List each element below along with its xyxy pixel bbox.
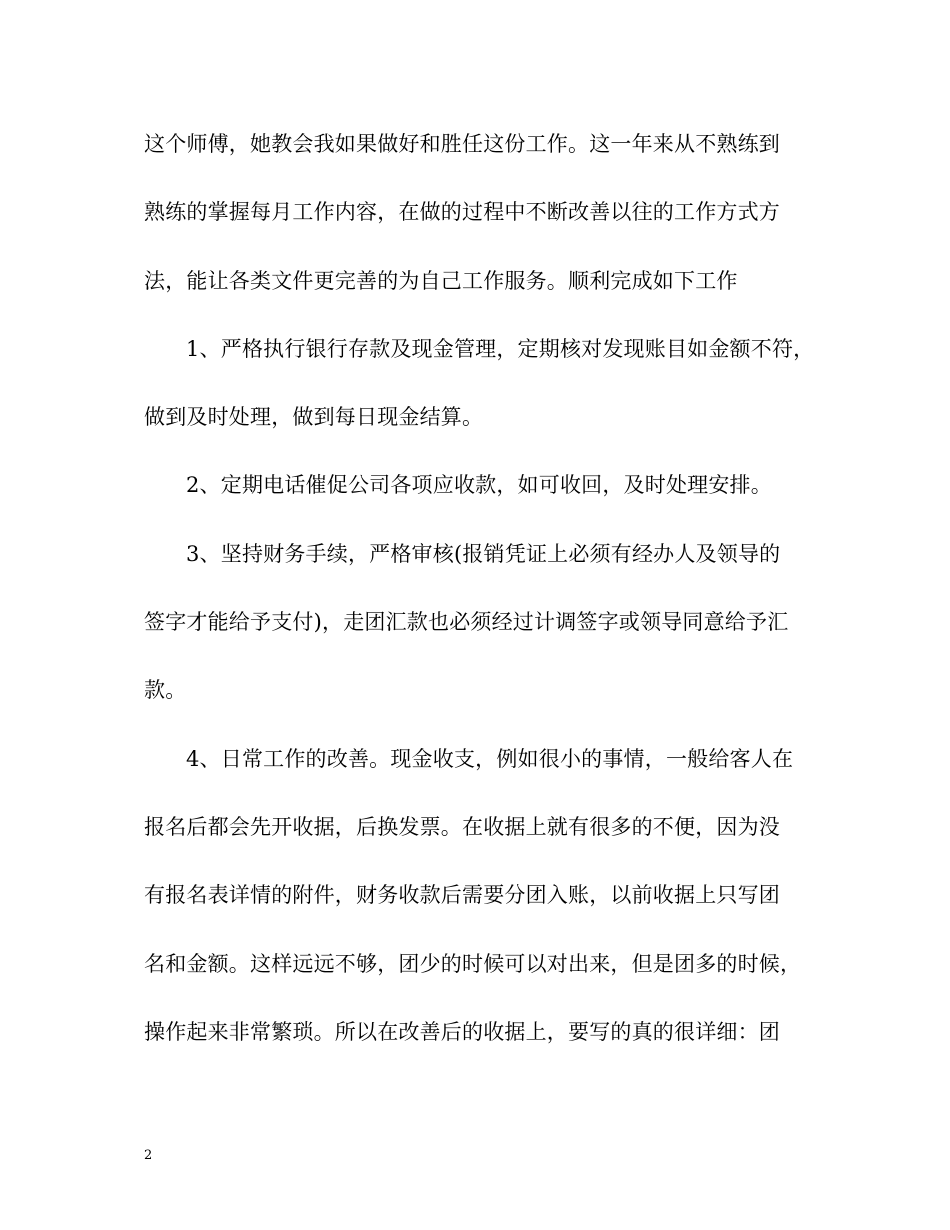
text-line: 做到及时处理，做到每日现金结算。	[144, 405, 484, 430]
list-item-2: 2、定期电话催促公司各项应收款，如可收回，及时处理安排。	[186, 473, 772, 498]
text-line: 有报名表详情的附件，财务收款后需要分团入账，以前收据上只写团	[144, 883, 780, 908]
text-line: 熟练的掌握每月工作内容，在做的过程中不断改善以往的工作方式方	[144, 200, 780, 225]
text-line: 报名后都会先开收据，后换发票。在收据上就有很多的不便，因为没	[144, 814, 780, 839]
list-item-3: 3、坚持财务手续，严格审核(报销凭证上必须有经办人及领导的	[186, 541, 781, 566]
list-item-1: 1、严格执行银行存款及现金管理，定期核对发现账目如金额不符，	[186, 336, 815, 361]
text-line: 这个师傅，她教会我如果做好和胜任这份工作。这一年来从不熟练到	[144, 132, 780, 156]
document-body	[144, 126, 834, 1082]
text-line: 款。	[144, 678, 187, 703]
text-line: 操作起来非常繁琐。所以在改善后的收据上，要写的真的很详细：团	[144, 1019, 780, 1044]
text-line: 名和金额。这样远远不够，团少的时候可以对出来，但是团多的时候，	[144, 951, 802, 976]
page-number: 2	[144, 1148, 153, 1163]
text-line: 签字才能给予支付)，走团汇款也必须经过计调签字或领导同意给予汇	[144, 610, 789, 635]
text-line: 法，能让各类文件更完善的为自己工作服务。顺利完成如下工作	[144, 268, 738, 293]
list-item-4: 4、日常工作的改善。现金收支，例如很小的事情，一般给客人在	[186, 746, 794, 771]
